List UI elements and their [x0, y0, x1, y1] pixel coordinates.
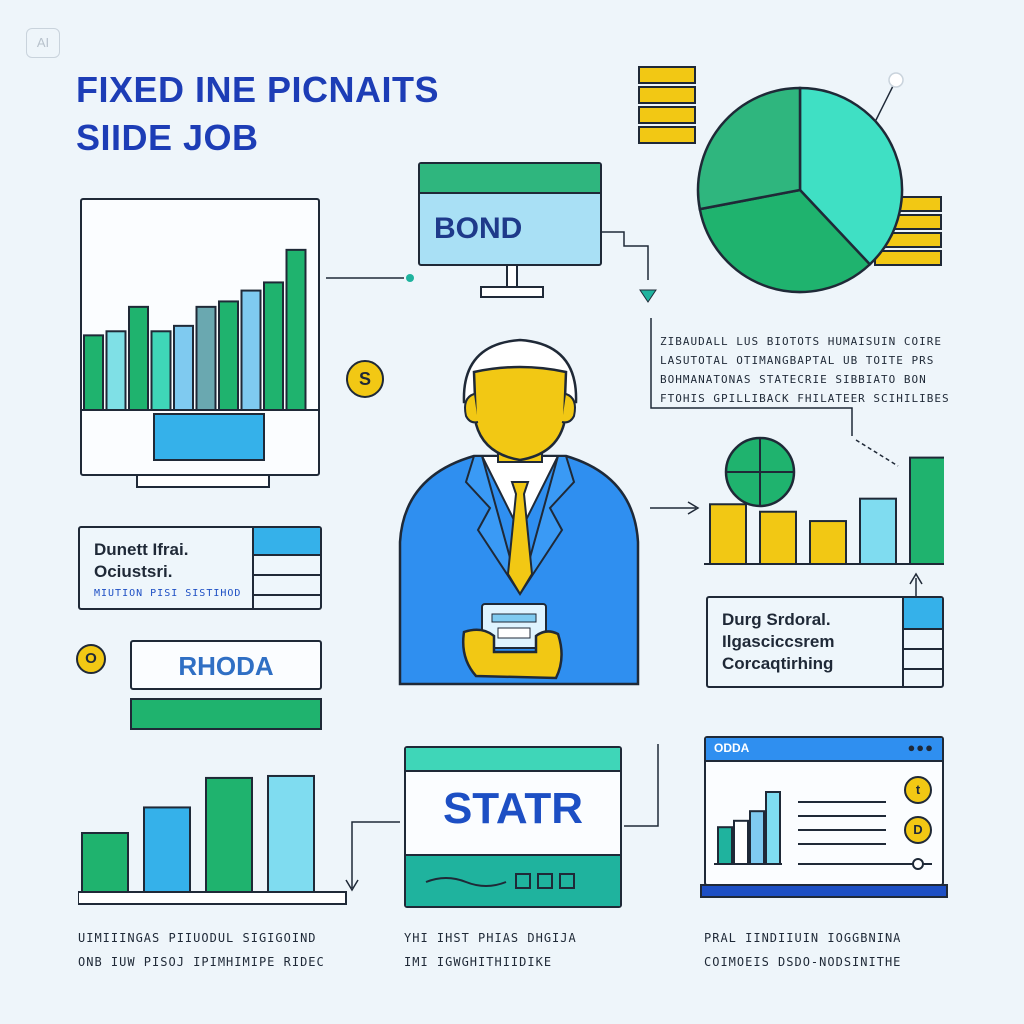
window-br-title: ODDA: [714, 741, 750, 755]
bar-1: [82, 833, 128, 892]
bar-4: [268, 776, 314, 892]
caption-middle: [404, 926, 577, 974]
squiggle-icon: [406, 856, 620, 906]
monitor-chart-left: [80, 198, 320, 476]
bar-3: [206, 778, 252, 892]
statr-panel: [404, 746, 622, 908]
rhoda-button[interactable]: RHODA: [130, 640, 322, 690]
bar-8: [242, 291, 261, 410]
monitor-stand-left: [136, 474, 270, 488]
bond-monitor-neck: [506, 266, 518, 288]
pie-chart: [694, 84, 906, 296]
caption-line: YHI IHST PHIAS DHGIJA: [404, 931, 577, 945]
caption-right: [704, 926, 901, 974]
description-line: LASUTOTAL OTIMANGBAPTAL UB TOITE PRS: [660, 354, 935, 367]
bar-3: [129, 307, 148, 410]
coin-stack-top: [638, 66, 696, 144]
bar-9: [264, 282, 283, 410]
title-line-2: SIIDE JOB: [76, 117, 259, 158]
caption-line: ONB IUW PISOJ IPIMHIMIPE RIDEC: [78, 955, 325, 969]
bar-5: [174, 326, 193, 410]
statr-footer: [406, 854, 620, 906]
info-card-left: [78, 526, 322, 610]
window-br-base: [700, 884, 948, 898]
ai-badge: AI: [26, 28, 60, 58]
green-bar: [130, 698, 322, 730]
description-line: ZIBAUDALL LUS BIOTOTS HUMAISUIN COIRE: [660, 335, 943, 348]
coin-icon-t: t: [904, 776, 932, 804]
bar-3: [750, 811, 764, 864]
bar-4: [152, 331, 171, 410]
bar-10: [287, 250, 306, 410]
bar-4: [766, 792, 780, 864]
bar-chart-bottom-left: [78, 770, 348, 910]
page-title: [76, 66, 439, 162]
bar-7: [219, 301, 238, 410]
card-left-panel: [252, 528, 320, 608]
description-text: [660, 332, 950, 408]
bar-6: [197, 307, 216, 410]
bar-2: [144, 807, 190, 892]
pie-slice-3: [698, 88, 800, 209]
bar-chart-left: [82, 200, 318, 474]
caption-left: [78, 926, 325, 974]
bond-monitor: [418, 162, 602, 266]
bar-2: [107, 331, 126, 410]
window-bottom-right: [704, 736, 944, 886]
caption-line: PRAL IINDIIUIN IOGGBNINA: [704, 931, 902, 945]
statr-header: [406, 748, 620, 772]
statr-label: STATR: [442, 784, 584, 833]
chart-base: [78, 892, 346, 904]
bond-monitor-bar: [420, 164, 600, 194]
bar-1: [710, 504, 746, 564]
dollar-coin-icon: S: [346, 360, 384, 398]
title-line-1: FIXED INE PICNAITS: [76, 69, 440, 110]
description-line: BOHMANATONAS STATECRIE SIBBIATO BON: [660, 373, 927, 386]
slider-handle[interactable]: [913, 859, 923, 869]
card-left-line2: Ociustsri.: [94, 562, 173, 581]
bar-chart-right: [704, 434, 944, 570]
bar-3: [810, 521, 846, 564]
window-dots-icon[interactable]: ●●●: [907, 740, 934, 755]
caption-line: UIMIIINGAS PIIUODUL SIGIGOIND: [78, 931, 317, 945]
bar-4: [860, 499, 896, 564]
coin-icon-d: D: [904, 816, 932, 844]
bar-1: [84, 335, 103, 410]
bar-1: [718, 827, 732, 864]
window-br-titlebar: [706, 738, 942, 762]
bond-monitor-base: [480, 286, 544, 298]
card-right-line2: Ilgasciccsrem: [722, 632, 835, 651]
card-right-line1: Durg Srdoral.: [722, 610, 831, 629]
card-right-panel: [902, 598, 942, 686]
card-right-line3: Corcaqtirhing: [722, 654, 834, 673]
card-left-line3: MIUTION PISI SISTIHOD: [94, 588, 242, 599]
caption-line: IMI IGWGHITHIIDIKE: [404, 955, 553, 969]
coin-icon-small: O: [76, 644, 106, 674]
caption-line: COIMOEIS DSDO-NODSINITHE: [704, 955, 902, 969]
info-card-right: [706, 596, 944, 688]
card-left-line1: Dunett Ifrai.: [94, 540, 189, 559]
bond-label: BOND: [434, 212, 523, 245]
bar-5: [910, 458, 944, 564]
businessman-illustration: [370, 332, 670, 692]
bar-2: [760, 512, 796, 564]
description-line: FTOHIS GPILLIBACK FHILATEER SCIHILIBES: [660, 392, 950, 405]
bar-2: [734, 821, 748, 864]
